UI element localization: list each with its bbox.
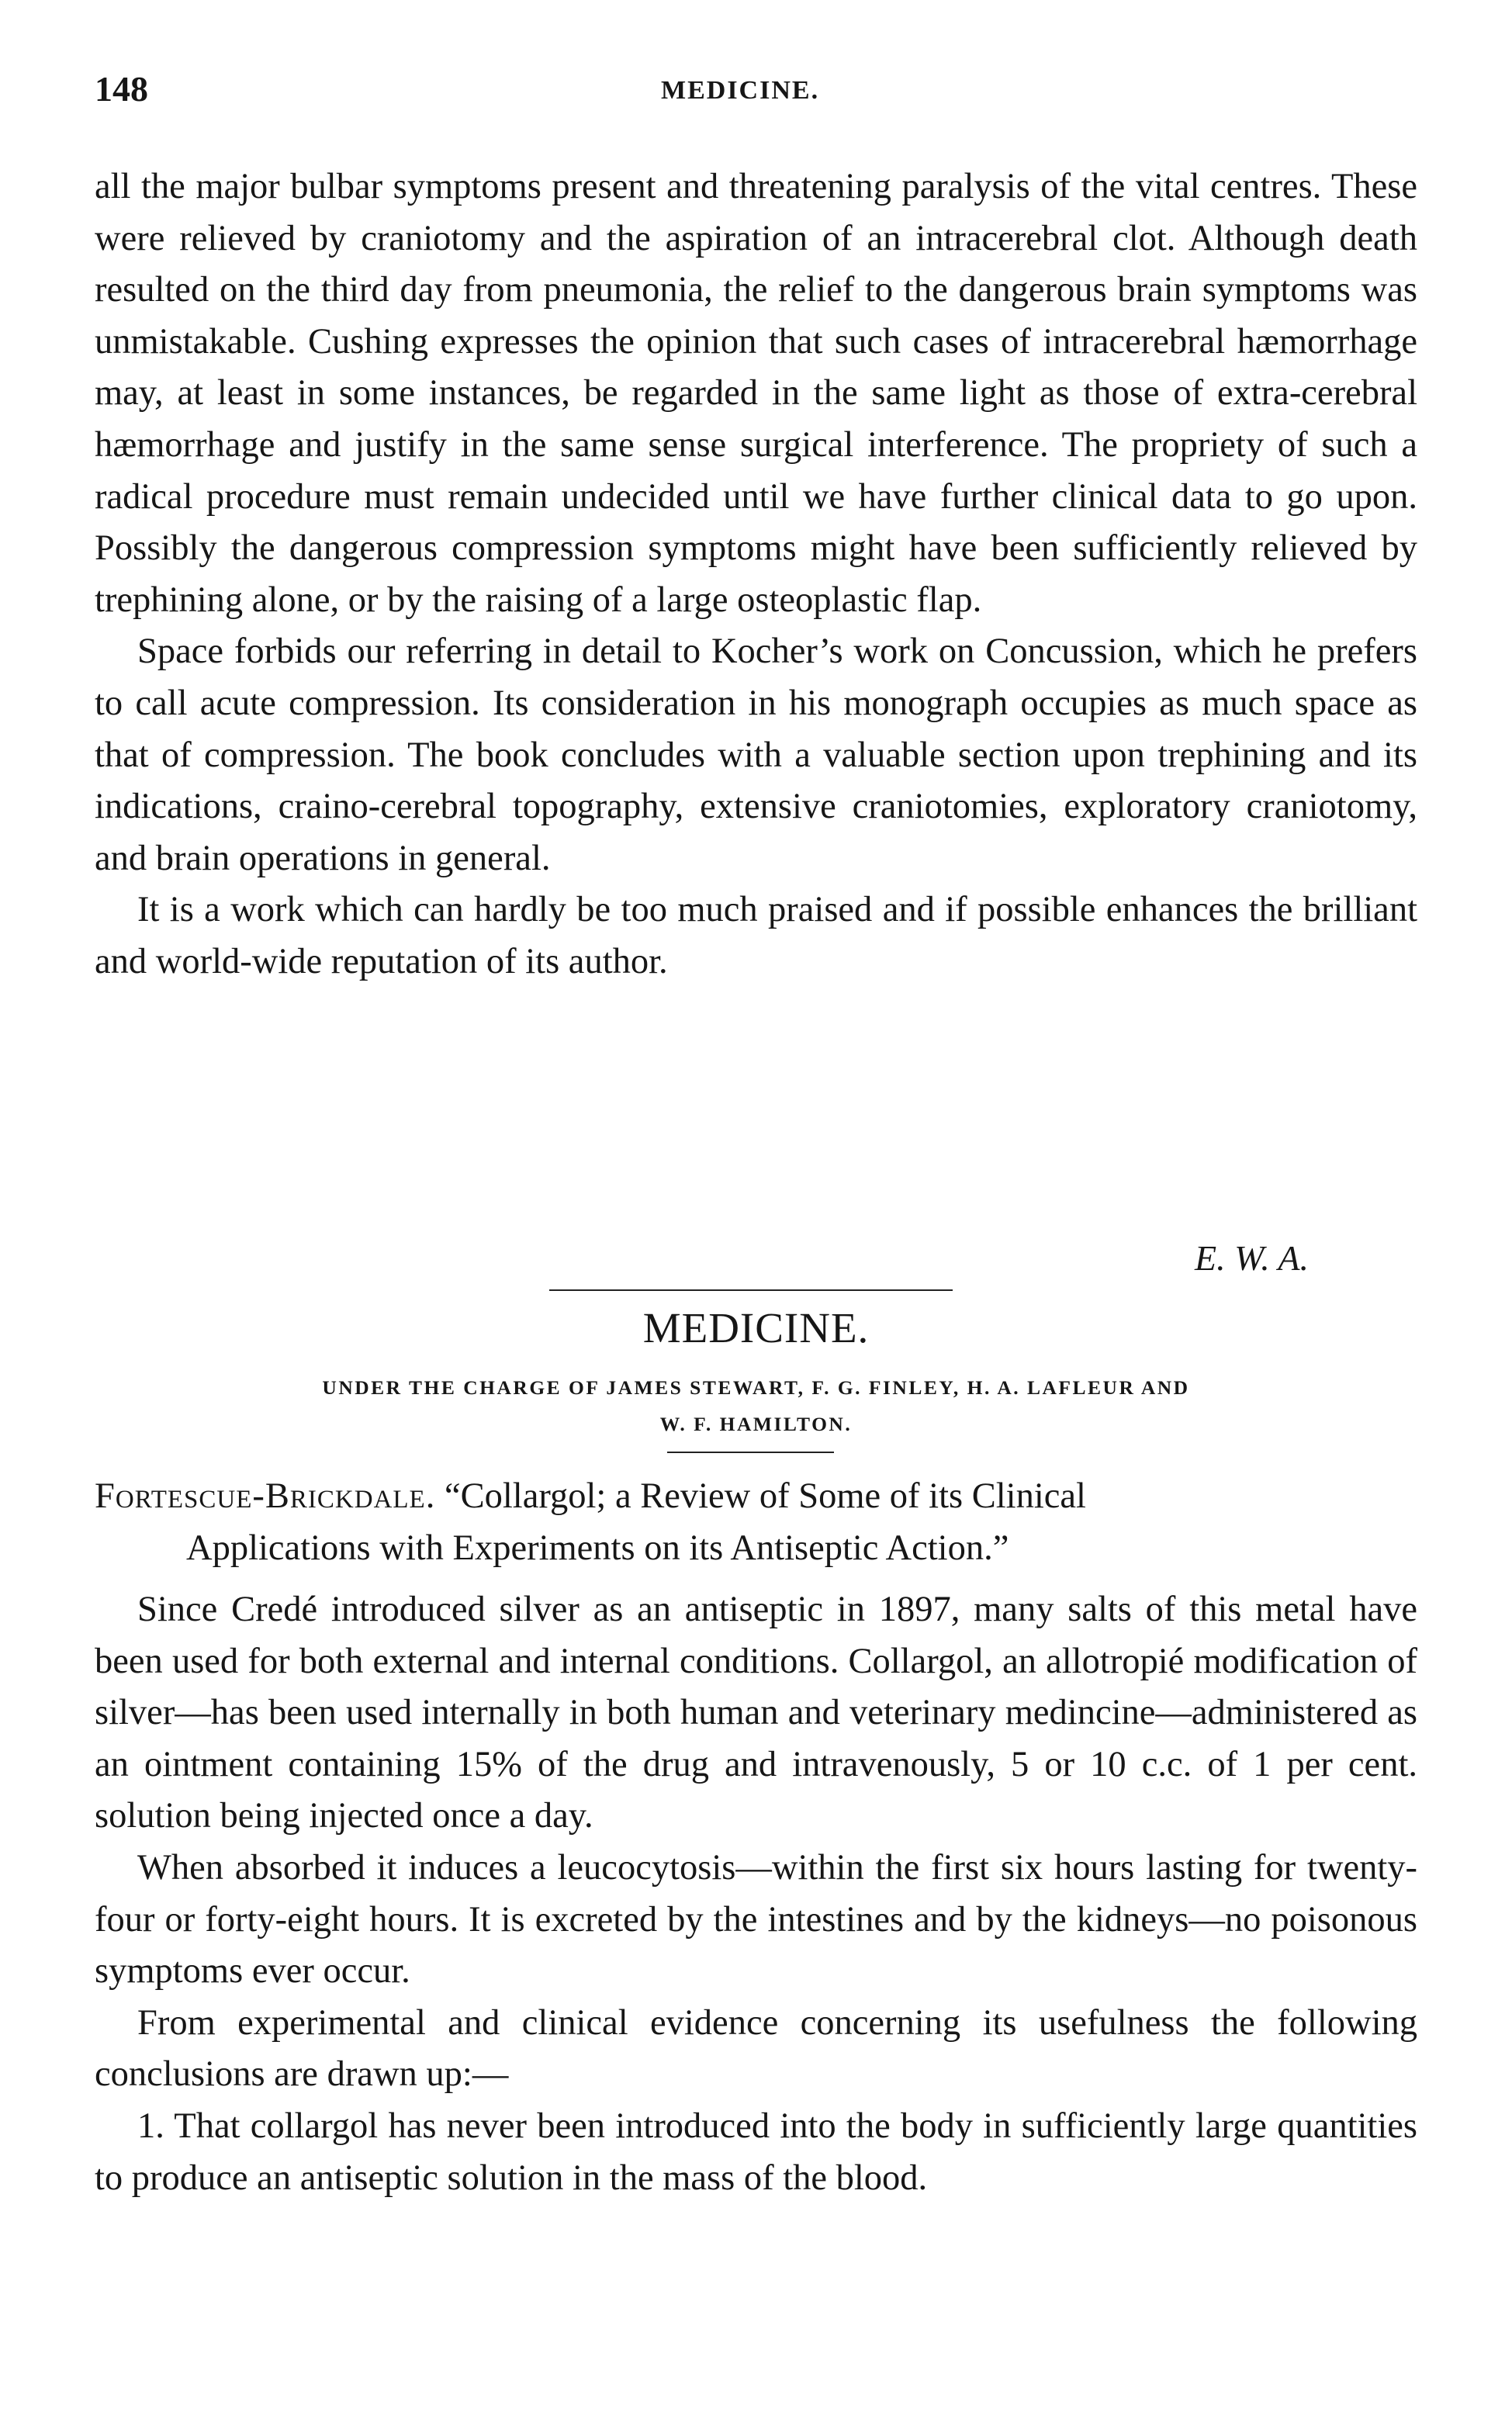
- abstract-text: [95, 1584, 1417, 2204]
- section-editors: [95, 1369, 1417, 1442]
- review-text: [95, 161, 1417, 988]
- citation-title-continued: Applications with Experiments on its Antiseptic Action.”: [186, 1528, 1009, 1568]
- abstract-paragraph: From experimental and clinical evidence concerning its usefulness the following conclusions are drawn up:—: [95, 2002, 1417, 2095]
- running-title: MEDICINE.: [661, 76, 820, 105]
- citation-line: [95, 1471, 1417, 1523]
- page-number: 148: [95, 69, 148, 109]
- citation-author: Fortescue-Brickdale.: [95, 1476, 436, 1516]
- abstract-paragraph: When absorbed it induces a leucocytosis—within the first six hours lasting for twenty-four or forty-eight hours. It is excreted by the intestines and by the kidneys—no poisonous symptoms ever occur.: [95, 1847, 1417, 1992]
- conclusion-item: 1. That collargol has never been introduced into the body in sufficiently large quantities to produce an antiseptic solution in the mass of the blood.: [95, 2106, 1417, 2198]
- review-paragraph: It is a work which can hardly be too much praised and if possible enhances the brilliant and world-wide reputation of its author.: [95, 890, 1417, 981]
- citation-title: “Collargol; a Review of Some of its Clinical: [444, 1476, 1086, 1516]
- running-head: [95, 68, 1413, 115]
- section-heading: MEDICINE.: [642, 1304, 870, 1351]
- review-signature: E. W. A.: [1195, 1238, 1309, 1278]
- editors-line: UNDER THE CHARGE OF JAMES STEWART, F. G. FINLEY, H. A. LAFLEUR AND: [322, 1376, 1190, 1399]
- editors-line: W. F. HAMILTON.: [659, 1413, 853, 1435]
- abstract-paragraph: Since Credé introduced silver as an antiseptic in 1897, many salts of this metal have been used for both external and internal conditions. Collargol, an allotropié modification of silver—has been used internally in both human and veterinary medincine—administered as an ointment containing 15% of the drug and intravenously, 5 or 10 c.c. of 1 per cent. solution being injected once a day.: [95, 1590, 1417, 1836]
- section-divider: [549, 1289, 953, 1291]
- article-citation: [95, 1471, 1417, 1574]
- heading-divider: [667, 1452, 834, 1453]
- review-paragraph: Space forbids our referring in detail to Kocher’s work on Concussion, which he prefers to call acute compression. Its consideration in his monograph occupies as much space as that of compression. The book concludes with a valuable section upon trephining and its indications, craino-cerebral topography, extensive craniotomies, exploratory craniotomy, and brain operations in general.: [95, 632, 1417, 878]
- review-paragraph: all the major bulbar symptoms present and threatening paralysis of the vital centres. These were relieved by craniotomy and the aspiration of an intracerebral clot. Although death resulted on the third day from pneumonia, the relief to the dangerous brain symptoms was unmistakable. Cushing expresses the opinion that such cases of intracerebral hæmorrhage may, at least in some instances, be regarded in the same light as those of extra-cerebral hæmorrhage and justify in the same sense surgical interference. The propriety of such a radical procedure must remain undecided until we have further clinical data to go upon. Possibly the dangerous compression symptoms might have been sufficiently relieved by trephining alone, or by the raising of a large osteoplastic flap.: [95, 167, 1417, 620]
